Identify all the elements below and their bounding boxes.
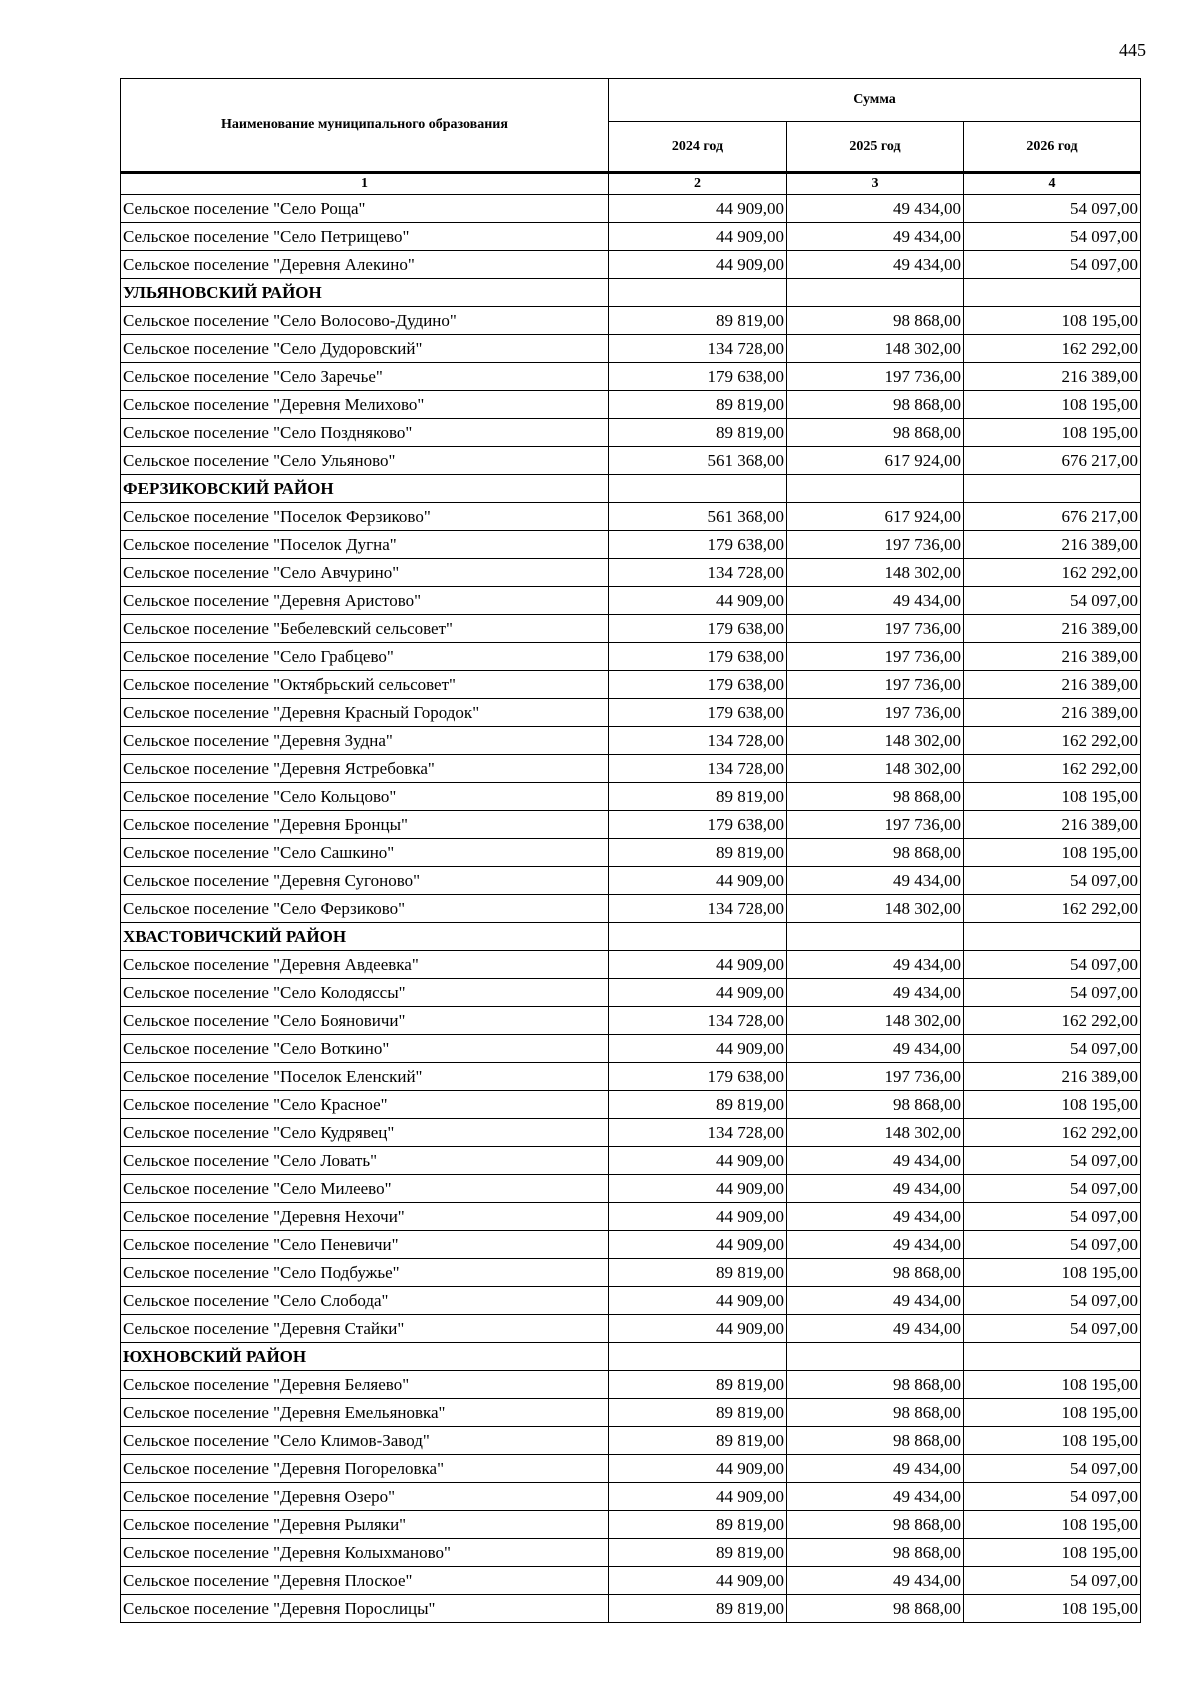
amount-2026: 108 195,00 — [964, 1399, 1141, 1427]
settlement-name: Сельское поселение "Село Ферзиково" — [121, 895, 609, 923]
settlement-name: Сельское поселение "Деревня Сугоново" — [121, 867, 609, 895]
amount-2024: 44 909,00 — [609, 251, 787, 279]
settlement-name: Сельское поселение "Поселок Дугна" — [121, 531, 609, 559]
amount-2025: 197 736,00 — [787, 1063, 964, 1091]
table-row — [121, 643, 1141, 671]
amount-2026: 162 292,00 — [964, 1119, 1141, 1147]
table-row — [121, 1455, 1141, 1483]
amount-2024: 134 728,00 — [609, 335, 787, 363]
amount-2026: 54 097,00 — [964, 951, 1141, 979]
header-sum: Сумма — [609, 79, 1141, 122]
col-number-2: 2 — [609, 173, 787, 195]
amount-2025: 49 434,00 — [787, 1231, 964, 1259]
amount-2024: 44 909,00 — [609, 867, 787, 895]
empty-cell — [787, 1343, 964, 1371]
amount-2024: 89 819,00 — [609, 783, 787, 811]
amount-2024: 44 909,00 — [609, 1567, 787, 1595]
amount-2024: 179 638,00 — [609, 531, 787, 559]
table-row — [121, 447, 1141, 475]
amount-2025: 148 302,00 — [787, 335, 964, 363]
amount-2025: 49 434,00 — [787, 1035, 964, 1063]
amount-2024: 561 368,00 — [609, 447, 787, 475]
amount-2026: 216 389,00 — [964, 363, 1141, 391]
amount-2025: 148 302,00 — [787, 1119, 964, 1147]
header-year-2025: 2025 год — [787, 122, 964, 173]
amount-2024: 44 909,00 — [609, 223, 787, 251]
settlement-name: Сельское поселение "Деревня Зудна" — [121, 727, 609, 755]
amount-2025: 49 434,00 — [787, 251, 964, 279]
settlement-name: Сельское поселение "Село Воткино" — [121, 1035, 609, 1063]
empty-cell — [609, 475, 787, 503]
table-row — [121, 1315, 1141, 1343]
amount-2026: 54 097,00 — [964, 1287, 1141, 1315]
amount-2026: 216 389,00 — [964, 699, 1141, 727]
settlement-name: Сельское поселение "Деревня Ястребовка" — [121, 755, 609, 783]
settlement-name: Сельское поселение "Село Красное" — [121, 1091, 609, 1119]
amount-2025: 49 434,00 — [787, 979, 964, 1007]
amount-2026: 54 097,00 — [964, 251, 1141, 279]
settlement-name: Сельское поселение "Деревня Плоское" — [121, 1567, 609, 1595]
settlement-name: Сельское поселение "Село Пеневичи" — [121, 1231, 609, 1259]
table-row — [121, 839, 1141, 867]
settlement-name: Сельское поселение "Деревня Мелихово" — [121, 391, 609, 419]
amount-2024: 89 819,00 — [609, 1539, 787, 1567]
settlement-name: Сельское поселение "Деревня Аристово" — [121, 587, 609, 615]
amount-2025: 49 434,00 — [787, 195, 964, 223]
amount-2026: 108 195,00 — [964, 1427, 1141, 1455]
amount-2024: 89 819,00 — [609, 391, 787, 419]
settlement-name: Сельское поселение "Село Слобода" — [121, 1287, 609, 1315]
empty-cell — [964, 279, 1141, 307]
settlement-name: Сельское поселение "Село Ловать" — [121, 1147, 609, 1175]
settlement-name: Сельское поселение "Поселок Ферзиково" — [121, 503, 609, 531]
amount-2026: 216 389,00 — [964, 615, 1141, 643]
table-row — [121, 363, 1141, 391]
amount-2026: 108 195,00 — [964, 1091, 1141, 1119]
table-row — [121, 1203, 1141, 1231]
amount-2024: 179 638,00 — [609, 811, 787, 839]
table-row — [121, 1511, 1141, 1539]
amount-2024: 44 909,00 — [609, 1035, 787, 1063]
amount-2026: 108 195,00 — [964, 839, 1141, 867]
amount-2024: 44 909,00 — [609, 1203, 787, 1231]
amount-2024: 44 909,00 — [609, 1231, 787, 1259]
amount-2025: 49 434,00 — [787, 587, 964, 615]
table-row — [121, 951, 1141, 979]
district-row — [121, 1343, 1141, 1371]
amount-2026: 108 195,00 — [964, 1511, 1141, 1539]
district-row — [121, 475, 1141, 503]
settlement-name: Сельское поселение "Деревня Колыхманово" — [121, 1539, 609, 1567]
settlement-name: Сельское поселение "Село Заречье" — [121, 363, 609, 391]
table-row — [121, 727, 1141, 755]
amount-2025: 49 434,00 — [787, 1203, 964, 1231]
amount-2025: 98 868,00 — [787, 1427, 964, 1455]
settlement-name: Сельское поселение "Село Кольцово" — [121, 783, 609, 811]
settlement-name: Сельское поселение "Октябрьский сельсовет" — [121, 671, 609, 699]
table-row — [121, 1483, 1141, 1511]
amount-2025: 98 868,00 — [787, 783, 964, 811]
table-row — [121, 1147, 1141, 1175]
amount-2026: 54 097,00 — [964, 979, 1141, 1007]
settlement-name: Сельское поселение "Село Волосово-Дудино" — [121, 307, 609, 335]
amount-2026: 54 097,00 — [964, 867, 1141, 895]
amount-2025: 197 736,00 — [787, 671, 964, 699]
page-number: 445 — [1119, 40, 1146, 60]
header-name-column: Наименование муниципального образования — [121, 79, 609, 173]
amount-2024: 134 728,00 — [609, 727, 787, 755]
table-row — [121, 1567, 1141, 1595]
amount-2024: 44 909,00 — [609, 1287, 787, 1315]
table-row — [121, 1539, 1141, 1567]
amount-2025: 98 868,00 — [787, 419, 964, 447]
amount-2026: 54 097,00 — [964, 1175, 1141, 1203]
settlement-name: Сельское поселение "Село Поздняково" — [121, 419, 609, 447]
amount-2026: 108 195,00 — [964, 1371, 1141, 1399]
settlement-name: Сельское поселение "Село Милеево" — [121, 1175, 609, 1203]
settlement-name: Сельское поселение "Деревня Озеро" — [121, 1483, 609, 1511]
amount-2026: 54 097,00 — [964, 1315, 1141, 1343]
amount-2026: 162 292,00 — [964, 727, 1141, 755]
settlement-name: Сельское поселение "Село Дудоровский" — [121, 335, 609, 363]
amount-2026: 54 097,00 — [964, 1203, 1141, 1231]
table-row — [121, 195, 1141, 223]
amount-2025: 148 302,00 — [787, 895, 964, 923]
district-row — [121, 279, 1141, 307]
table-row — [121, 223, 1141, 251]
settlement-name: Сельское поселение "Деревня Порослицы" — [121, 1595, 609, 1623]
amount-2026: 162 292,00 — [964, 1007, 1141, 1035]
empty-cell — [964, 923, 1141, 951]
amount-2024: 44 909,00 — [609, 195, 787, 223]
amount-2024: 89 819,00 — [609, 1427, 787, 1455]
table-row — [121, 1371, 1141, 1399]
header-year-2024: 2024 год — [609, 122, 787, 173]
table-row — [121, 671, 1141, 699]
amount-2025: 49 434,00 — [787, 1567, 964, 1595]
col-number-4: 4 — [964, 173, 1141, 195]
table-row — [121, 1259, 1141, 1287]
amount-2025: 197 736,00 — [787, 363, 964, 391]
table-row — [121, 1091, 1141, 1119]
amount-2024: 179 638,00 — [609, 1063, 787, 1091]
amount-2024: 89 819,00 — [609, 1595, 787, 1623]
amount-2025: 98 868,00 — [787, 839, 964, 867]
col-number-3: 3 — [787, 173, 964, 195]
amount-2025: 49 434,00 — [787, 1175, 964, 1203]
amount-2024: 44 909,00 — [609, 1455, 787, 1483]
amount-2024: 89 819,00 — [609, 1091, 787, 1119]
amount-2025: 98 868,00 — [787, 1399, 964, 1427]
amount-2024: 44 909,00 — [609, 951, 787, 979]
table-row — [121, 755, 1141, 783]
amount-2024: 44 909,00 — [609, 1315, 787, 1343]
table-row — [121, 391, 1141, 419]
amount-2026: 54 097,00 — [964, 1455, 1141, 1483]
table-row — [121, 307, 1141, 335]
settlement-name: Сельское поселение "Деревня Красный Городок" — [121, 699, 609, 727]
amount-2024: 44 909,00 — [609, 1175, 787, 1203]
settlement-name: Сельское поселение "Деревня Авдеевка" — [121, 951, 609, 979]
amount-2025: 148 302,00 — [787, 755, 964, 783]
header-year-2026: 2026 год — [964, 122, 1141, 173]
amount-2026: 216 389,00 — [964, 811, 1141, 839]
amount-2024: 134 728,00 — [609, 755, 787, 783]
amount-2025: 148 302,00 — [787, 559, 964, 587]
amount-2025: 197 736,00 — [787, 643, 964, 671]
table-row — [121, 251, 1141, 279]
settlement-name: Сельское поселение "Деревня Рыляки" — [121, 1511, 609, 1539]
amount-2025: 98 868,00 — [787, 1091, 964, 1119]
empty-cell — [609, 1343, 787, 1371]
table-row — [121, 811, 1141, 839]
settlement-name: Сельское поселение "Деревня Нехочи" — [121, 1203, 609, 1231]
amount-2025: 49 434,00 — [787, 1455, 964, 1483]
amount-2024: 89 819,00 — [609, 1399, 787, 1427]
amount-2026: 676 217,00 — [964, 503, 1141, 531]
table-row — [121, 503, 1141, 531]
amount-2025: 98 868,00 — [787, 1539, 964, 1567]
amount-2025: 49 434,00 — [787, 223, 964, 251]
amount-2025: 49 434,00 — [787, 1287, 964, 1315]
empty-cell — [609, 923, 787, 951]
table-row — [121, 867, 1141, 895]
table-row — [121, 587, 1141, 615]
settlement-name: Сельское поселение "Поселок Еленский" — [121, 1063, 609, 1091]
amount-2024: 44 909,00 — [609, 1483, 787, 1511]
amount-2026: 108 195,00 — [964, 1595, 1141, 1623]
table-row — [121, 1007, 1141, 1035]
amount-2024: 179 638,00 — [609, 671, 787, 699]
empty-cell — [964, 475, 1141, 503]
table-row — [121, 1175, 1141, 1203]
amount-2026: 216 389,00 — [964, 1063, 1141, 1091]
amount-2026: 54 097,00 — [964, 223, 1141, 251]
table-row — [121, 559, 1141, 587]
empty-cell — [609, 279, 787, 307]
amount-2026: 162 292,00 — [964, 895, 1141, 923]
table-row — [121, 1595, 1141, 1623]
district-name: ФЕРЗИКОВСКИЙ РАЙОН — [121, 475, 609, 503]
table-row — [121, 979, 1141, 1007]
amount-2026: 108 195,00 — [964, 1539, 1141, 1567]
amount-2026: 108 195,00 — [964, 419, 1141, 447]
settlement-name: Сельское поселение "Село Сашкино" — [121, 839, 609, 867]
table-row — [121, 1399, 1141, 1427]
amount-2026: 162 292,00 — [964, 755, 1141, 783]
settlement-name: Сельское поселение "Деревня Бронцы" — [121, 811, 609, 839]
amount-2025: 49 434,00 — [787, 1315, 964, 1343]
amount-2026: 108 195,00 — [964, 391, 1141, 419]
settlement-name: Сельское поселение "Деревня Алекино" — [121, 251, 609, 279]
district-name: ЮХНОВСКИЙ РАЙОН — [121, 1343, 609, 1371]
amount-2024: 179 638,00 — [609, 699, 787, 727]
amount-2024: 134 728,00 — [609, 559, 787, 587]
amount-2025: 98 868,00 — [787, 1511, 964, 1539]
amount-2024: 89 819,00 — [609, 839, 787, 867]
table-row — [121, 335, 1141, 363]
settlement-name: Сельское поселение "Село Авчурино" — [121, 559, 609, 587]
settlement-name: Сельское поселение "Бебелевский сельсовет" — [121, 615, 609, 643]
table-row — [121, 1231, 1141, 1259]
table-row — [121, 1063, 1141, 1091]
amount-2026: 54 097,00 — [964, 1035, 1141, 1063]
amount-2024: 89 819,00 — [609, 307, 787, 335]
amount-2026: 54 097,00 — [964, 587, 1141, 615]
budget-table — [120, 78, 1141, 1623]
amount-2025: 617 924,00 — [787, 503, 964, 531]
amount-2025: 98 868,00 — [787, 391, 964, 419]
settlement-name: Сельское поселение "Село Грабцево" — [121, 643, 609, 671]
settlement-name: Сельское поселение "Деревня Емельяновка" — [121, 1399, 609, 1427]
settlement-name: Сельское поселение "Село Кудрявец" — [121, 1119, 609, 1147]
district-name: УЛЬЯНОВСКИЙ РАЙОН — [121, 279, 609, 307]
table-row — [121, 783, 1141, 811]
amount-2025: 49 434,00 — [787, 1483, 964, 1511]
amount-2025: 617 924,00 — [787, 447, 964, 475]
settlement-name: Сельское поселение "Село Ульяново" — [121, 447, 609, 475]
table-header — [121, 79, 1141, 195]
amount-2025: 98 868,00 — [787, 1371, 964, 1399]
amount-2024: 134 728,00 — [609, 895, 787, 923]
table-row — [121, 1427, 1141, 1455]
amount-2025: 197 736,00 — [787, 811, 964, 839]
amount-2026: 216 389,00 — [964, 531, 1141, 559]
amount-2024: 44 909,00 — [609, 979, 787, 1007]
settlement-name: Сельское поселение "Село Роща" — [121, 195, 609, 223]
amount-2026: 108 195,00 — [964, 307, 1141, 335]
amount-2024: 44 909,00 — [609, 1147, 787, 1175]
amount-2026: 108 195,00 — [964, 1259, 1141, 1287]
amount-2024: 134 728,00 — [609, 1007, 787, 1035]
amount-2024: 179 638,00 — [609, 643, 787, 671]
amount-2025: 197 736,00 — [787, 615, 964, 643]
amount-2024: 89 819,00 — [609, 419, 787, 447]
amount-2025: 197 736,00 — [787, 699, 964, 727]
amount-2025: 148 302,00 — [787, 1007, 964, 1035]
table-row — [121, 1287, 1141, 1315]
table-row — [121, 699, 1141, 727]
amount-2025: 49 434,00 — [787, 1147, 964, 1175]
amount-2026: 216 389,00 — [964, 643, 1141, 671]
empty-cell — [787, 279, 964, 307]
amount-2026: 54 097,00 — [964, 1147, 1141, 1175]
amount-2025: 148 302,00 — [787, 727, 964, 755]
amount-2025: 98 868,00 — [787, 1259, 964, 1287]
table-row — [121, 615, 1141, 643]
empty-cell — [787, 923, 964, 951]
amount-2026: 54 097,00 — [964, 1231, 1141, 1259]
settlement-name: Сельское поселение "Село Подбужье" — [121, 1259, 609, 1287]
table-body — [121, 195, 1141, 1623]
settlement-name: Сельское поселение "Деревня Беляево" — [121, 1371, 609, 1399]
empty-cell — [787, 475, 964, 503]
settlement-name: Сельское поселение "Деревня Погореловка" — [121, 1455, 609, 1483]
table-row — [121, 1035, 1141, 1063]
amount-2026: 162 292,00 — [964, 559, 1141, 587]
district-row — [121, 923, 1141, 951]
amount-2025: 49 434,00 — [787, 867, 964, 895]
amount-2026: 54 097,00 — [964, 195, 1141, 223]
amount-2025: 98 868,00 — [787, 1595, 964, 1623]
district-name: ХВАСТОВИЧСКИЙ РАЙОН — [121, 923, 609, 951]
amount-2025: 197 736,00 — [787, 531, 964, 559]
empty-cell — [964, 1343, 1141, 1371]
table-row — [121, 895, 1141, 923]
amount-2026: 216 389,00 — [964, 671, 1141, 699]
amount-2026: 54 097,00 — [964, 1483, 1141, 1511]
amount-2026: 108 195,00 — [964, 783, 1141, 811]
settlement-name: Сельское поселение "Село Петрищево" — [121, 223, 609, 251]
amount-2024: 561 368,00 — [609, 503, 787, 531]
col-number-1: 1 — [121, 173, 609, 195]
settlement-name: Сельское поселение "Деревня Стайки" — [121, 1315, 609, 1343]
table-row — [121, 1119, 1141, 1147]
amount-2024: 89 819,00 — [609, 1371, 787, 1399]
amount-2024: 134 728,00 — [609, 1119, 787, 1147]
amount-2025: 98 868,00 — [787, 307, 964, 335]
amount-2024: 179 638,00 — [609, 615, 787, 643]
amount-2026: 54 097,00 — [964, 1567, 1141, 1595]
amount-2026: 676 217,00 — [964, 447, 1141, 475]
amount-2024: 44 909,00 — [609, 587, 787, 615]
amount-2026: 162 292,00 — [964, 335, 1141, 363]
settlement-name: Сельское поселение "Село Климов-Завод" — [121, 1427, 609, 1455]
amount-2024: 179 638,00 — [609, 363, 787, 391]
settlement-name: Сельское поселение "Село Бояновичи" — [121, 1007, 609, 1035]
amount-2024: 89 819,00 — [609, 1511, 787, 1539]
table-row — [121, 419, 1141, 447]
amount-2025: 49 434,00 — [787, 951, 964, 979]
amount-2024: 89 819,00 — [609, 1259, 787, 1287]
table-row — [121, 531, 1141, 559]
settlement-name: Сельское поселение "Село Колодяссы" — [121, 979, 609, 1007]
